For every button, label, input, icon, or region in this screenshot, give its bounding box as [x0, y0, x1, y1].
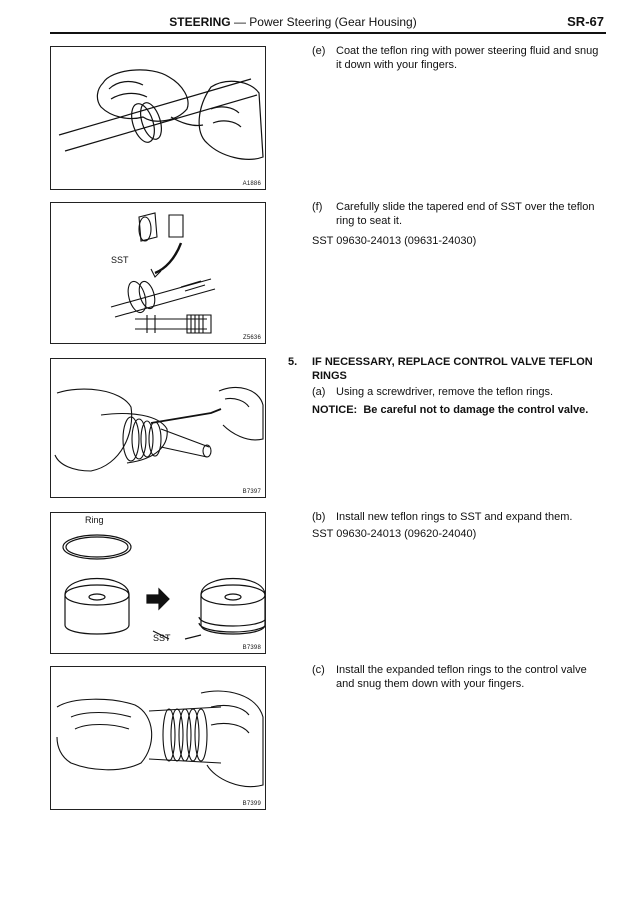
sst-part-number: SST 09630-24013 (09631-24030) — [312, 235, 477, 247]
illustration-ring-on-sst — [51, 513, 265, 653]
figure-remove-rings — [50, 358, 266, 498]
step-e — [312, 44, 606, 72]
sst-label: SST — [153, 633, 171, 643]
step-label: (e) — [312, 45, 326, 57]
step-a — [312, 385, 606, 399]
figure-code: B7399 — [242, 801, 261, 807]
notice-text: Be careful not to damage the control valve. — [363, 404, 589, 416]
figure-expand-rings — [50, 512, 266, 654]
item-title: IF NECESSARY, REPLACE CONTROL VALVE TEFLON RINGS — [312, 356, 593, 382]
ring-label: Ring — [85, 515, 104, 525]
section-title-rest: — Power Steering (Gear Housing) — [230, 15, 417, 29]
figure-code: Z5636 — [242, 335, 261, 341]
section-title-bold: STEERING — [169, 15, 231, 29]
step-label: (a) — [312, 386, 326, 398]
notice-label: NOTICE: — [312, 404, 358, 416]
illustration-sst-over-ring — [51, 203, 265, 343]
notice — [312, 403, 606, 417]
step-text: Using a screwdriver, remove the teflon rings. — [336, 386, 554, 398]
step-text: Carefully slide the tapered end of SST over the teflon ring to seat it. — [336, 201, 595, 227]
figure-sst-slide — [50, 202, 266, 344]
figure-code: B7398 — [242, 645, 261, 651]
illustration-screwdriver-removal — [51, 359, 265, 497]
figure-code: A1886 — [242, 181, 261, 187]
step-label: (f) — [312, 201, 323, 213]
figure-install-rings — [50, 666, 266, 810]
sst-part-number: SST 09630-24013 (09620-24040) — [312, 528, 477, 540]
step-text: Install the expanded teflon rings to the control valve and snug them down with your fingers. — [336, 664, 587, 690]
step-label: (c) — [312, 664, 325, 676]
step-b — [312, 510, 606, 524]
step-text: Coat the teflon ring with power steering fluid and snug it down with your fingers. — [336, 45, 599, 71]
illustration-hands-on-shaft — [51, 47, 265, 189]
step-f — [312, 200, 606, 228]
figure-teflon-ring-coat — [50, 46, 266, 190]
item-5-heading — [288, 355, 606, 383]
page-header — [50, 14, 606, 34]
illustration-hands-install-rings — [51, 667, 265, 809]
item-number: 5. — [288, 356, 298, 368]
figure-code: B7397 — [242, 489, 261, 495]
sst-label: SST — [111, 255, 129, 265]
section-title — [50, 15, 536, 29]
step-c — [312, 663, 606, 691]
page-number: SR-67 — [567, 14, 604, 29]
step-label: (b) — [312, 511, 326, 523]
step-text: Install new teflon rings to SST and expand them. — [336, 511, 573, 523]
